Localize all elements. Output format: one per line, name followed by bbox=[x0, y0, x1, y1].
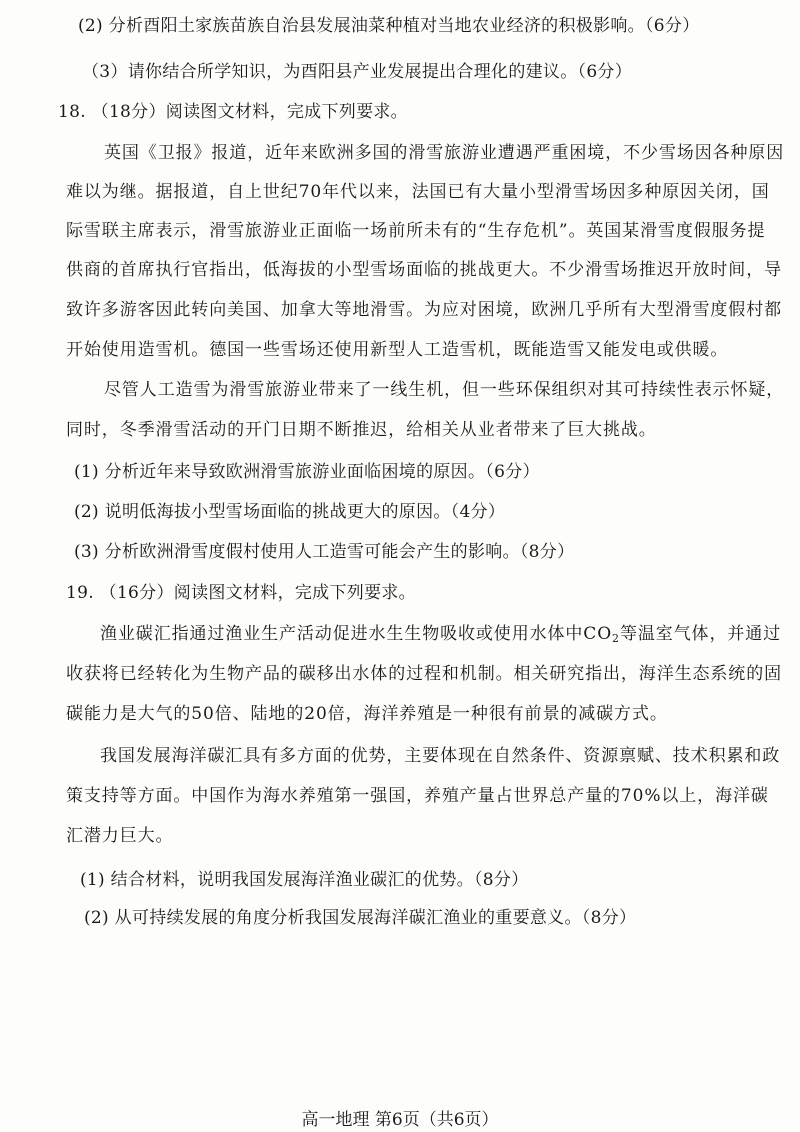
page-footer: 高一地理 第6页（共6页） bbox=[301, 1110, 499, 1130]
q19-paragraph-1-line-1-text: 渔业碳汇指通过渔业生产活动促进水生生物吸收或使用水体中CO bbox=[100, 624, 613, 644]
q18-subquestion-2: (2) 说明低海拔小型雪场面临的挑战更大的原因。（4分） bbox=[74, 502, 506, 522]
q18-subquestion-3: (3) 分析欧洲滑雪度假村使用人工造雪可能会产生的影响。（8分） bbox=[74, 542, 575, 562]
q19-paragraph-2-line-3: 汇潜力巨大。 bbox=[66, 826, 174, 846]
q19-paragraph-1-line-1-tail: 等温室气体，并通过 bbox=[619, 624, 782, 644]
q18-paragraph-1-line-3: 际雪联主席表示，滑雪旅游业正面临一场前所未有的“生存危机”。英国某滑雪度假服务提 bbox=[66, 221, 766, 241]
q18-paragraph-1-line-2: 难以为继。据报道，自上世纪70年代以来，法国已有大量小型滑雪场因多种原因关闭，国 bbox=[66, 182, 770, 202]
q19-paragraph-1-line-1 bbox=[100, 622, 781, 651]
q19-header: 19. （16分）阅读图文材料，完成下列要求。 bbox=[66, 583, 416, 603]
q18-paragraph-1-line-6: 开始使用造雪机。德国一些雪场还使用新型人工造雪机，既能造雪又能发电或供暖。 bbox=[66, 340, 729, 360]
co2-subscript: 2 bbox=[612, 632, 620, 645]
q19-paragraph-2-line-1: 我国发展海洋碳汇具有多方面的优势，主要体现在自然条件、资源禀赋、技术积累和政 bbox=[100, 746, 781, 766]
q18-paragraph-1-line-4: 供商的首席执行官指出，低海拔的小型雪场面临的挑战更大。不少滑雪场推迟开放时间，导 bbox=[66, 260, 782, 280]
q18-paragraph-1-line-1: 英国《卫报》报道，近年来欧洲多国的滑雪旅游业遭遇严重困境，不少雪场因各种原因 bbox=[104, 143, 785, 163]
q17-subquestion-2: (2) 分析酉阳土家族苗族自治县发展油菜种植对当地农业经济的积极影响。（6分） bbox=[78, 16, 700, 36]
q18-subquestion-1: (1) 分析近年来导致欧洲滑雪旅游业面临困境的原因。（6分） bbox=[74, 462, 540, 482]
q19-subquestion-2: (2) 从可持续发展的角度分析我国发展海洋碳汇渔业的重要意义。（8分） bbox=[84, 908, 637, 928]
q19-paragraph-2-line-2: 策支持等方面。中国作为海水养殖第一强国，养殖产量占世界总产量的70%以上，海洋碳 bbox=[66, 786, 769, 806]
q17-subquestion-3: （3）请你结合所学知识，为酉阳县产业发展提出合理化的建议。（6分） bbox=[82, 62, 633, 82]
q18-paragraph-2-line-2: 同时，冬季滑雪活动的开门日期不断推迟，给相关从业者带来了巨大挑战。 bbox=[66, 420, 657, 440]
q18-paragraph-1-line-5: 致许多游客因此转向美国、加拿大等地滑雪。为应对困境，欧洲几乎所有大型滑雪度假村都 bbox=[66, 300, 782, 320]
q18-header: 18. （18分）阅读图文材料，完成下列要求。 bbox=[58, 102, 408, 122]
q18-paragraph-2-line-1: 尽管人工造雪为滑雪旅游业带来了一线生机，但一些环保组织对其可持续性表示怀疑， bbox=[104, 380, 785, 400]
q19-subquestion-1: (1) 结合材料，说明我国发展海洋渔业碳汇的优势。（8分） bbox=[80, 870, 529, 890]
q19-paragraph-1-line-3: 碳能力是大气的50倍、陆地的20倍，海洋养殖是一种很有前景的减碳方式。 bbox=[66, 704, 668, 724]
q19-paragraph-1-line-2: 收获将已经转化为生物产品的碳移出水体的过程和机制。相关研究指出，海洋生态系统的固 bbox=[66, 664, 782, 684]
